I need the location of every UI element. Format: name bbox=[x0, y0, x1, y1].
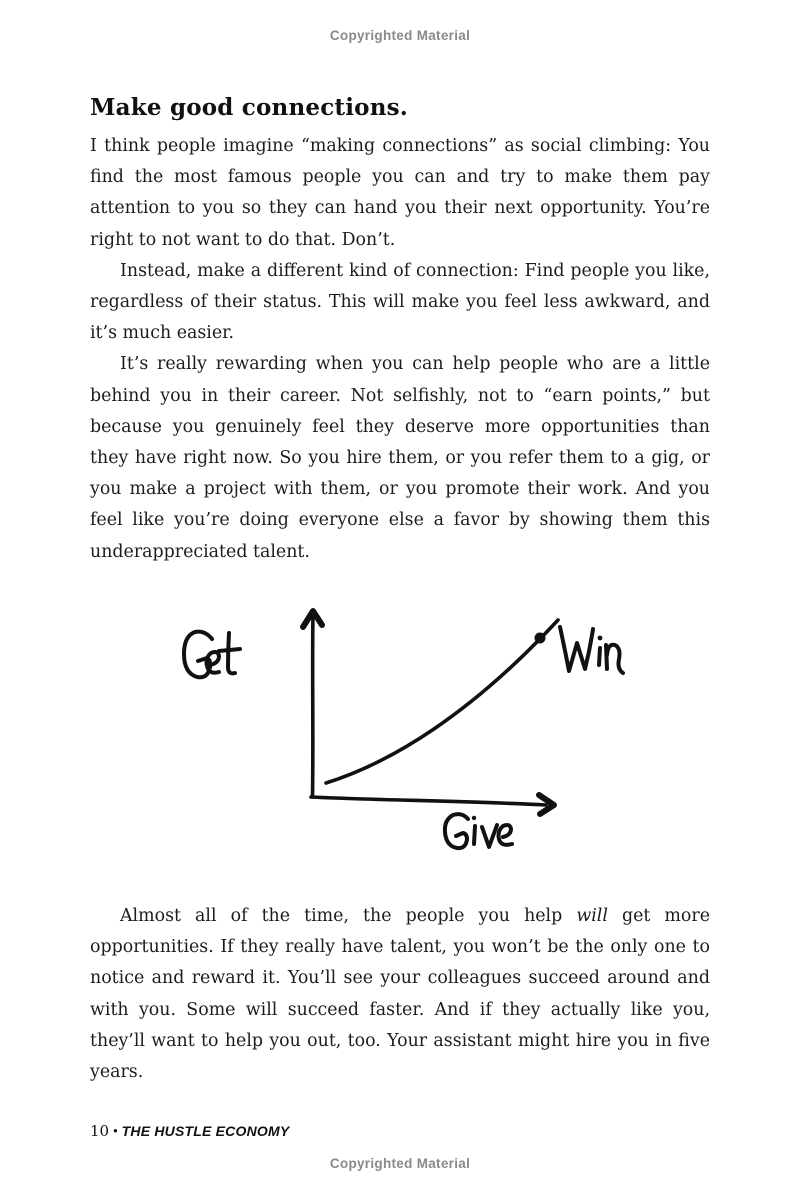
paragraph-4-italic-word: will bbox=[576, 906, 608, 926]
paragraph-1: I think people imagine “making connections” as social climbing: You find the most famous people you can and try to make them pay attention to you so they can hand you their next opportunity. You’re right to not want to do that. Don’t. bbox=[90, 136, 710, 250]
paragraph-4 bbox=[90, 901, 710, 1088]
x-axis-line bbox=[311, 797, 546, 805]
page-footer bbox=[90, 1122, 289, 1140]
y-axis-label-get bbox=[184, 632, 240, 678]
y-axis-line bbox=[313, 615, 314, 797]
copyright-notice-bottom: Copyrighted Material bbox=[329, 1156, 471, 1171]
body-text-block-1 bbox=[90, 131, 710, 568]
win-annotation-label bbox=[560, 627, 623, 673]
paragraph-2: Instead, make a different kind of connection: Find people you like, regardless of their status. This will make you feel less awkward, and it’s much easier. bbox=[90, 260, 710, 344]
x-axis-label-give bbox=[445, 814, 512, 848]
paragraph-4-text-start: Almost all of the time, the people you help bbox=[120, 906, 577, 926]
page-number: 10 bbox=[90, 1122, 110, 1140]
section-heading: Make good connections. bbox=[90, 94, 408, 121]
bullet-separator-icon: • bbox=[113, 1123, 118, 1138]
chart-canvas bbox=[0, 585, 800, 875]
body-text-block-2 bbox=[90, 901, 710, 1088]
give-get-curve bbox=[326, 620, 558, 783]
paragraph-4-text-end: get more opportunities. If they really have talent, you won’t be the only one to notice and reward it. You’ll see your colleagues succeed around and with you. Some will succeed faster. And if they actually like you, they’ll want to help you out, too. Your assistant might hire you in five years. bbox=[90, 906, 710, 1083]
copyright-notice-top: Copyrighted Material bbox=[329, 28, 471, 43]
hand-drawn-give-get-chart bbox=[0, 585, 800, 875]
book-title: THE HUSTLE ECONOMY bbox=[121, 1123, 290, 1139]
win-point-dot bbox=[535, 633, 546, 644]
paragraph-3: It’s really rewarding when you can help people who are a little behind you in their career. Not selfishly, not to “earn points,” but because you genuinely feel they deserve more opportunities than they have right now. So you hire them, or you refer them to a gig, or you make a project with them, or you promote their work. And you feel like you’re doing everyone else a favor by showing them this underappreciated talent. bbox=[90, 354, 710, 562]
